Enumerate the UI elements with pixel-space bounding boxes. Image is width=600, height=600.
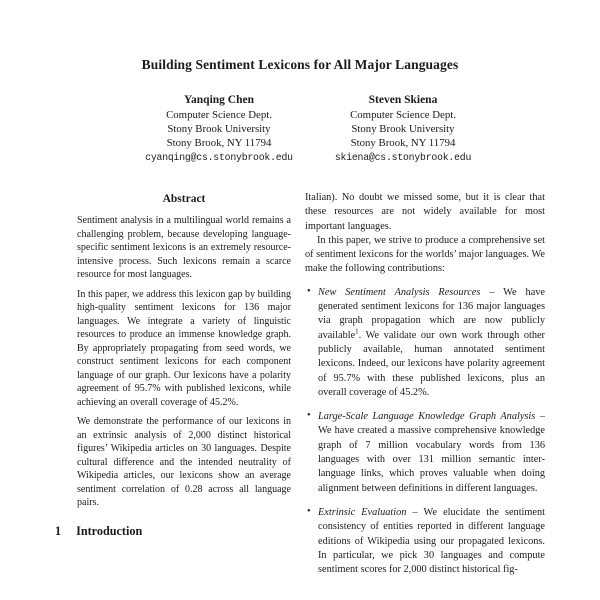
author-name: Steven Skiena	[368, 94, 438, 106]
section-number: 1	[55, 523, 62, 538]
contributions-list	[305, 286, 545, 578]
body-paragraph-continuation: Italian). No doubt we missed some, but it is clear that these resources are not widely available for most important languages.	[305, 192, 545, 232]
body-paragraph-lead: In this paper, we strive to produce a comprehensive set of sentiment lexicons for the worlds’ major languages. We make the following contributions:	[305, 234, 545, 275]
author-email: skiena@cs.stonybrook.edu	[334, 151, 472, 163]
footnote-marker: 1	[355, 327, 359, 336]
abstract-heading: Abstract	[162, 193, 206, 205]
bullet-text: . We validate our own work through other publicly available, human annotated sentiment lexicons. Indeed, our lexicons have polarity agreement of 95.7% with these published lexicons, plus an overall coverage of 45.2%.	[318, 329, 545, 398]
author-address: Stony Brook, NY 11794	[166, 137, 272, 150]
bullet-item-extrinsic-evaluation	[305, 506, 545, 577]
author-address: Stony Brook, NY 11794	[350, 137, 456, 150]
abstract-paragraph: In this paper, we address this lexicon gap by building high-quality sentiment lexicons for 136 major languages. We integrate a variety of linguistic resources to produce an immense knowledge graph. By appropriately propagating from seed words, we construct sentiment lexicons for each component language of our graph. Our lexicons have a polarity agreement of 95.7% with published lexicons, while achieving an overall coverage of 45.2%.	[77, 288, 291, 408]
author-university: Stony Brook University	[351, 122, 455, 135]
right-column	[305, 191, 545, 587]
two-column-body	[55, 191, 545, 587]
bullet-text: – We elucidate the sentiment consistency of entities reported in different language editions of Wikipedia using our propagated lexicons. In particular, we pick 30 languages and compute sentiment scores for 2,000 distinct historical fig-	[318, 506, 545, 576]
author-email: cyanqing@cs.stonybrook.edu	[145, 151, 293, 163]
author-dept: Computer Science Dept.	[350, 108, 456, 121]
section-title: Introduction	[76, 523, 143, 538]
section-heading-introduction	[55, 524, 295, 539]
bullet-item-knowledge-graph	[305, 410, 545, 496]
bullet-icon: •	[307, 285, 311, 297]
paper-title: Building Sentiment Lexicons for All Major Languages	[141, 57, 459, 72]
bullet-text: – We have generated sentiment lexicons for 136 major languages via graph propagation which are now publicly available	[318, 286, 545, 341]
left-column	[55, 191, 295, 539]
author-block-2	[293, 93, 513, 165]
bullet-lead: Extrinsic Evaluation	[318, 506, 407, 518]
abstract-section	[77, 193, 291, 510]
author-name: Yanqing Chen	[184, 94, 254, 106]
bullet-item-new-resources	[305, 286, 545, 400]
bullet-icon: •	[307, 410, 311, 422]
abstract-paragraph: Sentiment analysis in a multilingual world remains a challenging problem, because developing language-specific sentiment lexicons is an extremely resource-intensive process. Such lexicons remain a scarce resource for most languages.	[77, 215, 291, 280]
bullet-text: – We have created a massive comprehensive knowledge graph of 7 million vocabulary words from 136 languages with over 131 million semantic inter-language links, which proves valuable when doing alignment between definitions in different languages.	[318, 411, 546, 494]
bullet-icon: •	[307, 505, 311, 517]
abstract-paragraph: We demonstrate the performance of our lexicons in an extrinsic analysis of 2,000 distinct historical figures’ Wikipedia articles on 30 languages. Despite cultural difference and the intended neutrality of Wikipedia articles, our lexicons show an average sentiment correlation of 0.28 across all language pairs.	[77, 416, 291, 508]
author-dept: Computer Science Dept.	[166, 108, 272, 121]
bullet-lead: New Sentiment Analysis Resources	[318, 286, 481, 298]
author-university: Stony Brook University	[167, 122, 271, 135]
bullet-lead: Large-Scale Language Knowledge Graph Analysis	[318, 411, 536, 423]
